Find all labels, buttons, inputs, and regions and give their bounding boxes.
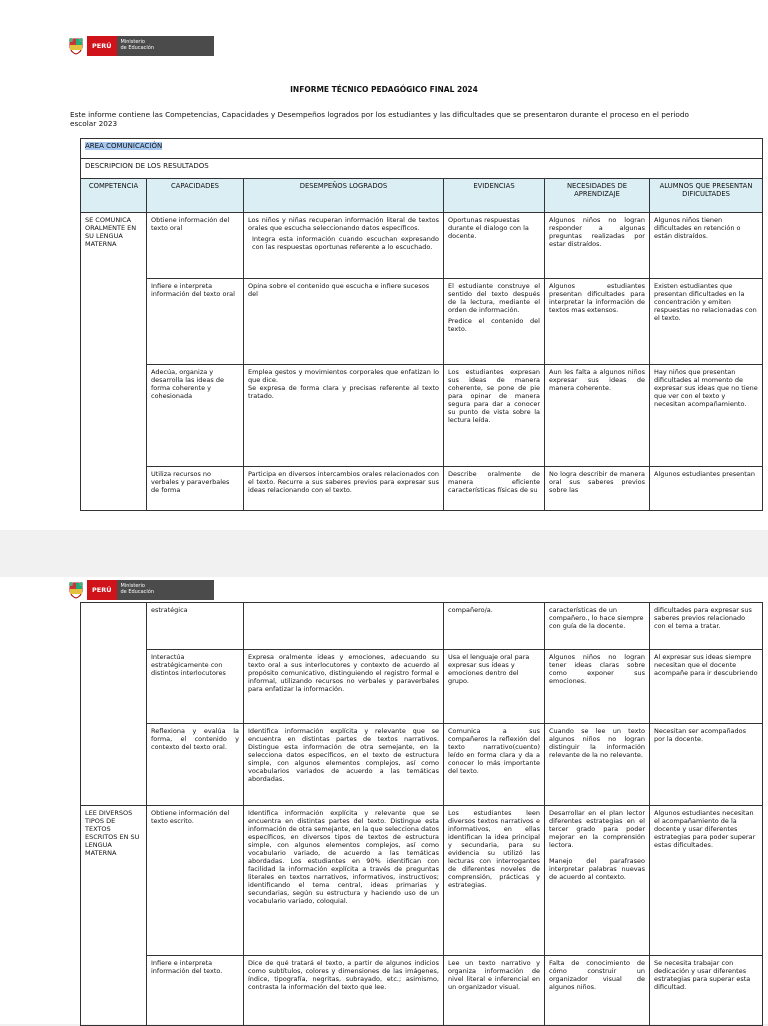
table-row [81,724,763,806]
difficulty-cell: Existen estudiantes que presentan dificultades en la concentración y emiten respuestas no relacionadas con el texto. [650,279,763,365]
ministry-label: Ministerio de Educación [117,580,215,600]
report-intro: Este informe contiene las Competencias, Capacidades y Desempeños logrados por los estudiantes y las dificultades que se presentaron durante el proceso en el periodo escolar 2023 [70,110,689,128]
performance-cell: Identifica información explícita y relevante que se encuentra en distintas partes del texto. Distingue esta información de otra semejante, en la que selecciona datos específicos, en diversos tipos de textos de estructura simple, con algunos elementos complejos, así como vocabulario variado, de acuerdo a las temáticas abordadas. Los estudiantes en 90% identifican con facilidad la información explícita a través de preguntas literales en textos narrativos, informativos, instructivos; identificando el tema central, ideas primarias y secundarias, según su estructura y haciendo uso de un vocabulario variado, coloquial. [244,806,444,956]
peru-label: PERÚ [87,580,117,600]
header-evidencias: EVIDENCIAS [444,179,545,213]
ministry-label: Ministerio de Educación [117,36,215,56]
difficulty-cell: dificultades para expresar sus saberes previos relacionado con el tema a tratar. [650,603,763,650]
table-row [81,213,763,279]
difficulty-cell: Algunos estudiantes necesitan el acompañamiento de la docente y usar diferentes estrategias para poder superar estas dificultades. [650,806,763,956]
need-cell: Algunos niños no logran tener ideas claras sobre como exponer sus emociones. [545,650,650,724]
header-capacidades: CAPACIDADES [147,179,244,213]
need-cell: Aun les falta a algunos niños expresar sus ideas de manera coherente. [545,365,650,467]
table-row [81,956,763,1026]
capacity-cell: Infiere e interpreta información del texto. [147,956,244,1026]
table-row [81,603,763,650]
difficulty-cell: Algunos estudiantes presentan [650,467,763,511]
performance-cell: Dice de qué tratará el texto, a partir de algunos indicios como subtítulos, colores y dimensiones de las imágenes, índice, tipografía, negritas, subrayado, etc.; asimismo, contrasta la información del texto que lee. [244,956,444,1026]
table-row [81,365,763,467]
capacity-cell: Interactúa estratégicamente con distintos interlocutores [147,650,244,724]
capacity-cell: Obtiene información del texto escrito. [147,806,244,956]
capacity-cell: Adecúa, organiza y desarrolla las ideas de forma coherente y cohesionada [147,365,244,467]
difficulty-cell: Algunos niños tienen dificultades en retención o están distraídos. [650,213,763,279]
evidence-cell: Comunica a sus compañeros la reflexión del texto narrativo(cuento) leído en forma clara y da a conocer lo más importante del texto. [444,724,545,806]
difficulty-cell: Se necesita trabajar con dedicación y usar diferentes estrategias para superar esta dificultad. [650,956,763,1026]
difficulty-cell: Hay niños que presentan dificultades al momento de expresar sus ideas que no tiene que ver con el texto y necesitan acompañamiento. [650,365,763,467]
need-cell: Algunos estudiantes presentan dificultades para interpretar la información de textos mas extensos. [545,279,650,365]
evidence-cell: El estudiante construye el sentido del texto después de la lectura, mediante el orden de información. Predice el contenido del texto. [444,279,545,365]
performance-cell: Participa en diversos intercambios orales relacionados con el texto. Recurre a sus saberes previos para expresar sus ideas relacionando con el texto. [244,467,444,511]
header-necesidades: NECESIDADES DE APRENDIZAJE [545,179,650,213]
need-cell: características de un compañero., lo hace siempre con guía de la docente. [545,603,650,650]
table-row [81,806,763,956]
capacity-cell: Obtiene información del texto oral [147,213,244,279]
results-table-page-1 [80,138,763,511]
competency-cell-continued [81,603,147,806]
performance-cell: Emplea gestos y movimientos corporales que enfatizan lo que dice. Se expresa de forma clara y precisas referente al texto tratado. [244,365,444,467]
ministry-logo-2 [68,580,214,600]
performance-cell: Identifica información explícita y relevante que se encuentra en distintas partes de textos narrativos. Distingue esta información de otra semejante, en la selecciona datos específicos, en el texto de estructura simple, con algunos elementos complejos, así como vocabularios variados de acuerdo a las temáticas abordadas. [244,724,444,806]
competency-cell: LEE DIVERSOS TIPOS DE TEXTOS ESCRITOS EN SU LENGUA MATERNA [81,806,147,1026]
coat-of-arms-icon [68,581,84,599]
capacity-cell: Utiliza recursos no verbales y paraverbales de forma [147,467,244,511]
need-cell: Cuando se lee un texto algunos niños no logran distinguir la información relevante de la no relevante. [545,724,650,806]
performance-cell [244,603,444,650]
results-table-page-2 [80,602,763,1026]
evidence-cell: Oportunas respuestas durante el dialogo con la docente. [444,213,545,279]
evidence-cell: Los estudiantes leen diversos textos narrativos e informativos, en ellas identifican la idea principal y secundaria, para su evidencia su utilizó las lecturas con interrogantes de diferentes noveles de comprensión, prácticas y estrategias. [444,806,545,956]
report-title: INFORME TÉCNICO PEDAGÓGICO FINAL 2024 [290,85,478,94]
capacity-cell: Reflexiona y evalúa la forma, el contenido y contexto del texto oral. [147,724,244,806]
area-label: AREA COMUNICACIÓN [85,142,163,150]
header-alumnos: ALUMNOS QUE PRESENTAN DIFICULTADES [650,179,763,213]
evidence-cell: compañero/a. [444,603,545,650]
evidence-cell: Los estudiantes expresan sus ideas de manera coherente, se pone de pie para opinar de manera segura para dar a conocer su punto de vista sobre la lectura leída. [444,365,545,467]
need-cell: No logra describir de manera oral sus saberes previos sobre las [545,467,650,511]
need-cell: Falta de conocimiento de cómo construir un organizador visual de algunos niños. [545,956,650,1026]
difficulty-cell: Necesitan ser acompañados por la docente. [650,724,763,806]
table-row [81,467,763,511]
coat-of-arms-icon [68,37,84,55]
header-desempenos: DESEMPEÑOS LOGRADOS [244,179,444,213]
capacity-cell: estratégica [147,603,244,650]
header-competencia: COMPETENCIA [81,179,147,213]
evidence-cell: Describe oralmente de manera eficiente características físicas de su [444,467,545,511]
capacity-cell: Infiere e interpreta información del texto oral [147,279,244,365]
need-cell: Algunos niños no logran responder a algunas preguntas realizadas por estar distraídos. [545,213,650,279]
evidence-cell: Usa el lenguaje oral para expresar sus ideas y emociones dentro del grupo. [444,650,545,724]
table-row [81,279,763,365]
performance-cell: Opina sobre el contenido que escucha e infiere sucesos del [244,279,444,365]
performance-cell: Los niños y niñas recuperan información literal de textos orales que escucha seleccionando datos específicos. Integra esta información cuando escuchan expresando con las respuestas oportunas referente a lo escuchado. [244,213,444,279]
section-label: DESCRIPCION DE LOS RESULTADOS [81,159,763,179]
difficulty-cell: Al expresar sus ideas siempre necesitan que el docente acompañe para ir descubriendo [650,650,763,724]
peru-label: PERÚ [87,36,117,56]
performance-cell: Expresa oralmente ideas y emociones, adecuando su texto oral a sus interlocutores y contexto de acuerdo al propósito comunicativo, distinguiendo el registro formal e informal, utilizando recursos no verbales y paraverbales para enfatizar la información. [244,650,444,724]
competency-cell: SE COMUNICA ORALMENTE EN SU LENGUA MATERNA [81,213,147,511]
need-cell: Desarrollar en el plan lector diferentes estrategias en el tercer grado para poder mejorar en la comprensión lectora. Manejo del parafraseo interpretar palabras nuevas de acuerdo al contexto. [545,806,650,956]
table-row [81,650,763,724]
evidence-cell: Lee un texto narrativo y organiza información de nivel literal e inferencial en un organizador visual. [444,956,545,1026]
ministry-logo [68,36,214,56]
